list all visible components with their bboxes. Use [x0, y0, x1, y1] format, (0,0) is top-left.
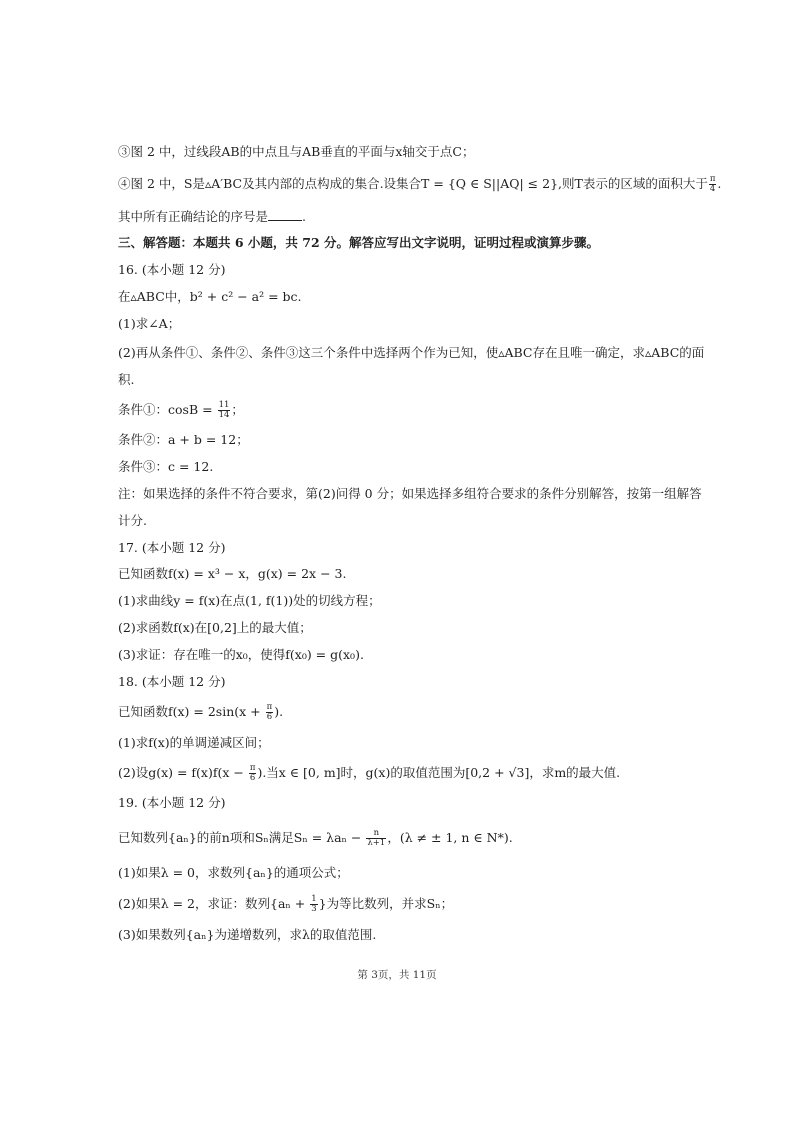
answer-prompt: 其中所有正确结论的序号是 .: [118, 209, 306, 224]
q16-part1: (1)求∠A；: [118, 316, 181, 331]
q17-part3: (3)求证：存在唯一的x₀，使得f(x₀) = g(x₀).: [118, 647, 364, 662]
q16-condition-3: 条件③：c = 12.: [118, 459, 214, 474]
q18-part2: (2)设g(x) = f(x)f(x − $\frac{\pi}{6}$ ).当x ∈ [0, m]时，g(x)的取值范围为[0,2 + √3]，求m的最大值.: [118, 763, 621, 783]
statement-3: ③图 2 中，过线段AB的中点且与AB垂直的平面与x轴交于点C；: [118, 144, 475, 159]
q17-part1: (1)求曲线y = f(x)在点(1, f(1))处的切线方程；: [118, 593, 381, 608]
q17-stem: 已知函数f(x) = x³ − x，g(x) = 2x − 3.: [118, 566, 347, 581]
q19-heading: 19. (本小题 12 分): [118, 795, 226, 810]
q18-stem: 已知函数f(x) = 2sin(x + $\frac{\pi}{6}$ ).: [118, 702, 284, 722]
q18-part1: (1)求f(x)的单调递减区间；: [118, 735, 270, 750]
q16-part2-cont: 积.: [118, 372, 135, 387]
fraction: $\frac{1}{3}$: [311, 894, 317, 914]
q16-condition-1: 条件①：cosB = $\frac{11}{14}$ ；: [118, 400, 244, 420]
q19-part1: (1)如果λ = 0，求数列{aₙ}的通项公式；: [118, 865, 349, 880]
section-heading: 三、解答题：本题共 6 小题，共 72 分。解答应写出文字说明，证明过程或演算步骤。: [118, 235, 600, 250]
fraction: $\frac{\pi}{4}$: [709, 174, 716, 194]
fraction: $\frac{11}{14}$: [218, 400, 230, 420]
fraction: $\frac{n}{\lambda+1}$: [367, 828, 386, 848]
statement-4: ④图 2 中，S是▵A′BC及其内部的点构成的集合.设集合T = {Q ∈ S||AQ| ≤ 2},则T表示的区域的面积大于 $\frac{\pi}{4}$ .: [118, 174, 722, 194]
q19-part2: (2)如果λ = 2，求证：数列{aₙ + $\frac{1}{3}$ }为等比数列，并求Sₙ；: [118, 894, 454, 914]
q17-heading: 17. (本小题 12 分): [118, 540, 226, 555]
q16-note-cont: 计分.: [118, 513, 147, 528]
q16-stem: 在▵ABC中，b² + c² − a² = bc.: [118, 289, 302, 304]
q18-heading: 18. (本小题 12 分): [118, 674, 226, 689]
q16-condition-2: 条件②：a + b = 12；: [118, 432, 249, 447]
q17-part2: (2)求函数f(x)在[0,2]上的最大值；: [118, 620, 312, 635]
fraction: $\frac{\pi}{6}$: [249, 763, 256, 783]
q16-note: 注：如果选择的条件不符合要求，第(2)问得 0 分；如果选择多组符合要求的条件分别解答，按第一组解答: [118, 486, 702, 501]
fraction: $\frac{\pi}{6}$: [266, 702, 273, 722]
q16-heading: 16. (本小题 12 分): [118, 262, 226, 277]
q16-part2: (2)再从条件①、条件②、条件③这三个条件中选择两个作为已知，使▵ABC存在且唯一确定，求▵ABC的面: [118, 345, 705, 360]
q19-part3: (3)如果数列{aₙ}为递增数列，求λ的取值范围.: [118, 927, 377, 942]
page-footer: 第 3页，共 11页: [357, 969, 437, 981]
q19-stem: 已知数列{aₙ}的前n项和Sₙ满足Sₙ = λaₙ − $\frac{n}{\lambda+1}$ ，(λ ≠ ± 1, n ∈ N*).: [118, 828, 513, 848]
answer-blank: [268, 208, 302, 221]
